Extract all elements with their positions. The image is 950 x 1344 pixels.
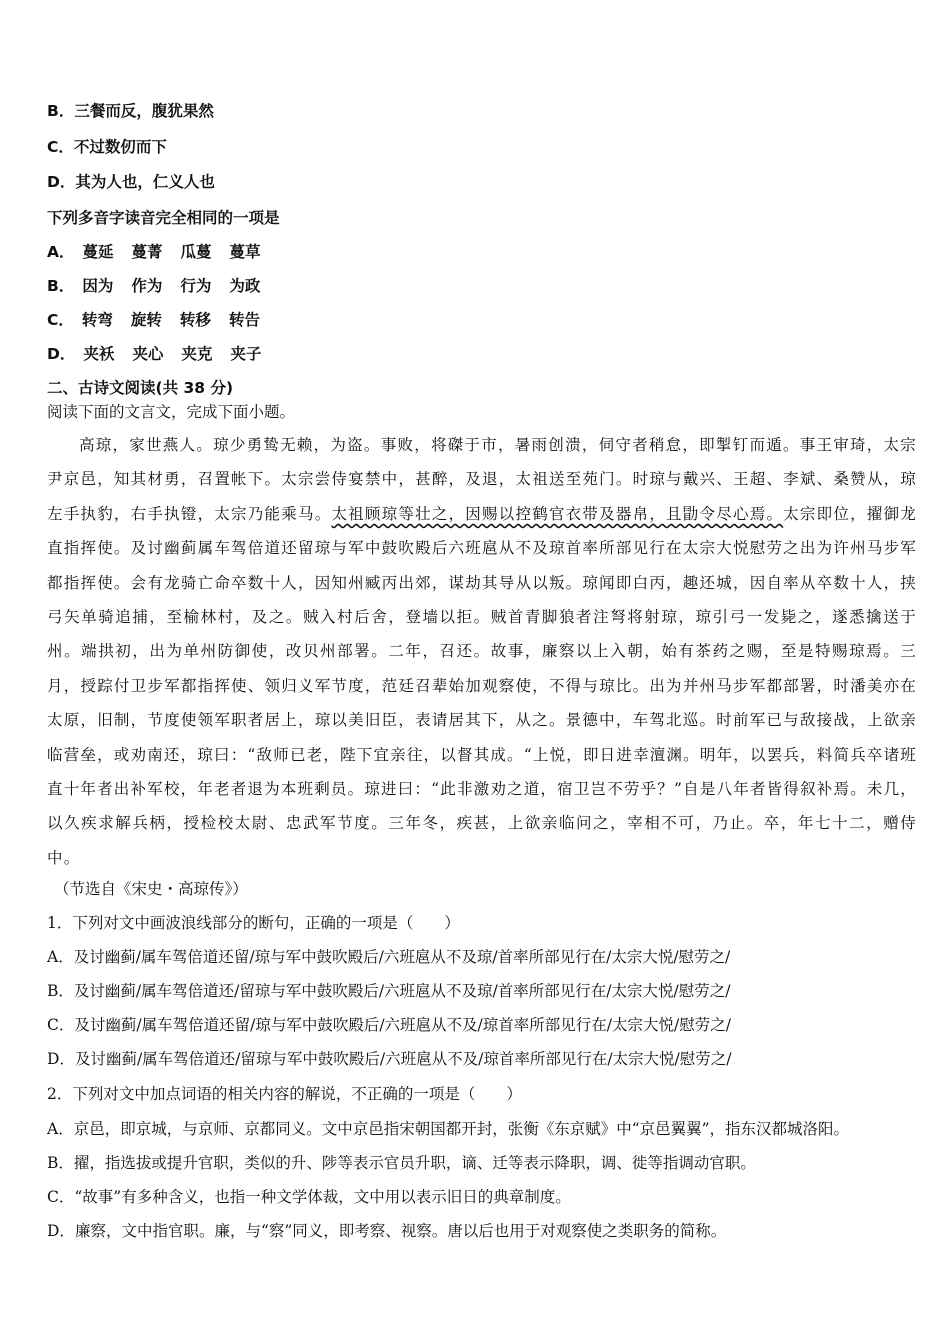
option-text: 及讨幽蓟/属车驾倍道还/留琼与军中鼓吹殿后/六班扈从不及琼/首率所部见行在/太宗大悦/慰劳之/: [73, 982, 731, 1000]
option-label: D．: [47, 1222, 75, 1240]
option-label: D．: [47, 345, 76, 363]
q1-option-c: [47, 1014, 731, 1036]
option-text: 京邑，即京城，与京师、京都同义。文中京邑指宋朝国都开封，张衡《东京赋》中“京邑翼翼”，指东汉都城洛阳。: [73, 1120, 850, 1138]
option-text: 及讨幽蓟/属车驾倍道还留/琼与军中鼓吹殿后/六班扈从不及琼/首率所部见行在/太宗大悦/慰劳之/: [73, 948, 731, 966]
polyphone-option-a: [47, 241, 279, 263]
option-word: 作为: [131, 277, 163, 295]
option-word: 旋转: [130, 311, 162, 329]
option-word: 夹子: [230, 345, 262, 363]
option-text: 廉察，文中指官职。廉，与“察”同义，即考察、视察。唐以后也用于对观察使之类职务的简称。: [74, 1222, 727, 1240]
option-label: A．: [47, 1120, 74, 1138]
q2-option-b: [47, 1152, 756, 1174]
option-label: D．: [47, 1050, 75, 1068]
option-label: B．: [47, 982, 74, 1000]
q1-option-b: [47, 980, 730, 1002]
option-word: 因为: [82, 277, 114, 295]
option-label: B．: [47, 1154, 74, 1172]
q1-option-a: [47, 946, 730, 968]
option-word: 转告: [228, 311, 260, 329]
passage-source: （节选自《宋史・高琼传》）: [54, 880, 248, 898]
polyphone-option-d: [47, 343, 279, 365]
q1-stem: 1．下列对文中画波浪线部分的断句，正确的一项是（ ）: [47, 914, 460, 932]
section-title: 二、古诗文阅读(共 38 分): [47, 379, 234, 397]
polyphone-question-stem: 下列多音字读音完全相同的一项是: [47, 209, 280, 227]
option-text: 其为人也，仁义人也: [75, 173, 215, 191]
option-label: A．: [47, 948, 74, 966]
q2-option-c: [47, 1186, 571, 1208]
option-word: 蔓草: [229, 243, 261, 261]
option-label: B．: [47, 102, 75, 120]
polyphone-option-c: [47, 309, 278, 331]
option-word: 夹克: [181, 345, 213, 363]
option-text: 不过数仞而下: [73, 138, 167, 156]
option-word: 行为: [180, 277, 212, 295]
passage-text: 高琼，家世燕人。琼少勇鸷无赖，为盗。事败，将磔于市，暑雨创溃，伺守者稍怠，即掣钉而遁。事王审琦，太宗尹京邑，知其材勇，召置帐下。太宗尝侍宴禁中，甚醉，及退，太祖送至苑门。时琼与戴兴、王超、李斌、桑赞从，琼左手执豹，右手执镫，太宗乃能乘马。: [47, 436, 917, 523]
prev-option-b: [47, 100, 214, 122]
prev-option-c: [47, 136, 167, 158]
option-label: D．: [47, 173, 76, 191]
option-word: 瓜蔓: [180, 243, 212, 261]
polyphone-option-b: [47, 275, 278, 297]
q2-option-d: [47, 1220, 726, 1242]
option-label: B．: [47, 277, 75, 295]
q2-option-a: [47, 1118, 849, 1140]
q1-option-d: [47, 1048, 732, 1070]
passage-underlined-text: 太祖顾琼等壮之，因赐以控鹤官衣带及器帛，且勖令尽心焉。: [331, 504, 784, 523]
section-instruction: 阅读下面的文言文，完成下面小题。: [47, 403, 296, 421]
option-text: “故事”有多种含义，也指一种文学体裁，文中用以表示旧日的典章制度。: [74, 1188, 571, 1206]
option-text: 及讨幽蓟/属车驾倍道还/留琼与军中鼓吹殿后/六班扈从不及/琼首率所部见行在/太宗大悦/慰劳之/: [74, 1050, 732, 1068]
option-word: 转移: [179, 311, 211, 329]
option-label: C．: [47, 1016, 75, 1034]
classical-passage: [47, 428, 917, 875]
option-label: C．: [47, 1188, 75, 1206]
prev-option-d: [47, 171, 215, 193]
option-word: 夹袄: [83, 345, 115, 363]
option-word: 蔓延: [82, 243, 114, 261]
option-text: 三餐而反，腹犹果然: [74, 102, 214, 120]
option-label: A．: [47, 243, 75, 261]
q2-stem: 2．下列对文中加点词语的相关内容的解说，不正确的一项是（ ）: [47, 1085, 522, 1103]
option-label: C．: [47, 311, 74, 329]
option-text: 擢，指选拔或提升官职，类似的升、陟等表示官员升职，谪、迁等表示降职，调、徙等指调动官职。: [73, 1154, 756, 1172]
option-text: 及讨幽蓟/属车驾倍道还留/琼与军中鼓吹殿后/六班扈从不及/琼首率所部见行在/太宗大悦/慰劳之/: [74, 1016, 731, 1034]
option-word: 蔓菁: [131, 243, 163, 261]
passage-text: 太宗即位，擢御龙直指挥使。及讨幽蓟属车驾倍道还留琼与军中鼓吹殿后六班扈从不及琼首率所部见行在太宗大悦慰劳之出为许州马步军都指挥使。会有龙骑亡命卒数十人，因知州臧丙出郊，谋劫其导从以叛。琼闻即白丙，趣还城，因自率从卒数十人，挟弓矢单骑追捕，至榆林村，及之。贼入村后舍，登墙以拒。贼首青脚狼者注弩将射琼，琼引弓一发毙之，遂悉擒送于州。端拱初，出为单州防御使，改贝州部署。二年，召还。故事，廉察以上入朝，始有茶药之赐，至是特赐琼焉。三月，授踪付卫步军都指挥使、领归义军节度，范廷召辈始加观察使，不得与琼比。出为并州马步军都部署，时潘美亦在太原，旧制，节度使领军职者居上，琼以美旧臣，表请居其下，从之。景德中，车驾北巡。时前军已与敌接战，上欲亲临营垒，或劝南还，琼曰：“敌师已老，陛下宜亲往，以督其成。“上悦，即日进幸澶渊。明年，以罢兵，料简兵卒诸班直十年者出补军校，年老者退为本班剩员。琼进曰：“此非激劝之道，宿卫岂不劳乎？”自是八年者皆得叙补焉。未几，以久疾求解兵柄，授检校太尉、忠武军节度。三年冬，疾甚，上欲亲临问之，宰相不可，乃止。卒，年七十二，赠侍中。: [47, 504, 918, 867]
option-word: 转弯: [81, 311, 113, 329]
option-word: 夹心: [132, 345, 164, 363]
option-word: 为政: [229, 277, 261, 295]
option-label: C．: [47, 138, 74, 156]
